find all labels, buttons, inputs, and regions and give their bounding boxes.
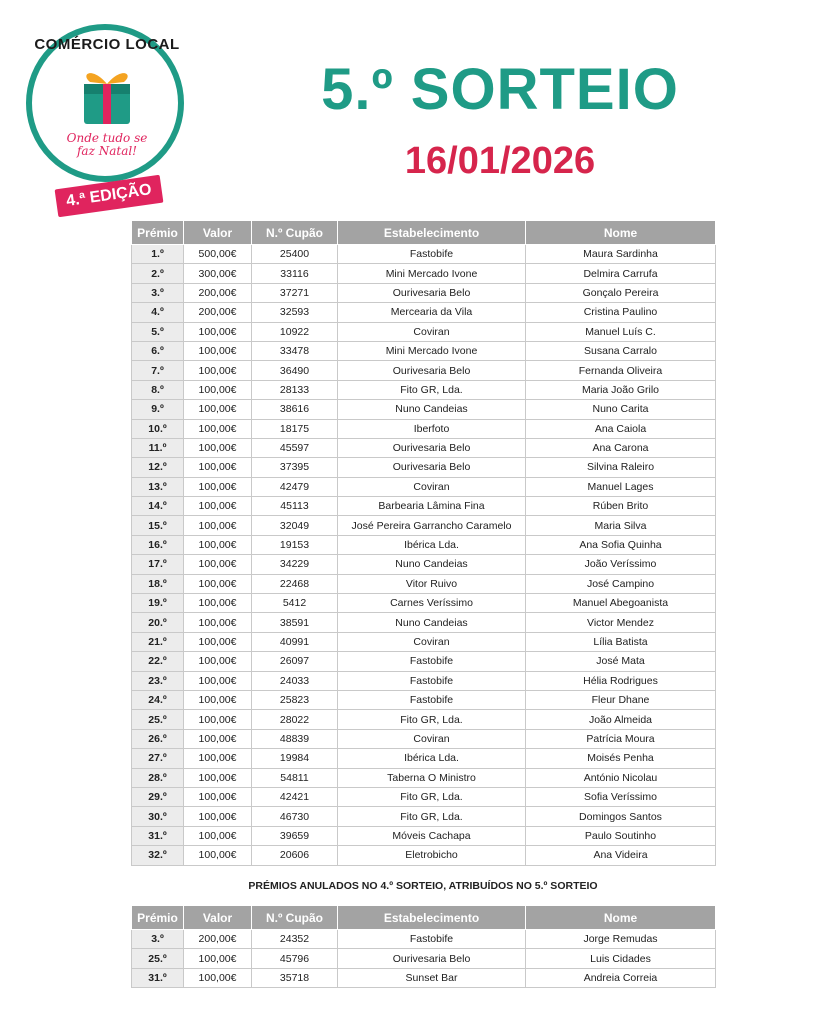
coupon-cell: 37271: [252, 283, 338, 302]
establishment-cell: Ibérica Lda.: [338, 535, 526, 554]
establishment-cell: Fastobife: [338, 690, 526, 709]
establishment-cell: Fastobife: [338, 245, 526, 264]
prize-cell: 31.º: [132, 968, 184, 987]
establishment-cell: Mercearia da Vila: [338, 303, 526, 322]
name-cell: António Nicolau: [526, 768, 716, 787]
table-row: [132, 458, 716, 477]
coupon-cell: 36490: [252, 361, 338, 380]
coupon-cell: 28022: [252, 710, 338, 729]
establishment-cell: Mini Mercado Ivone: [338, 341, 526, 360]
prize-cell: 3.º: [132, 930, 184, 949]
column-header: Nome: [526, 221, 716, 245]
table-row: [132, 594, 716, 613]
value-cell: 100,00€: [184, 949, 252, 968]
prize-cell: 14.º: [132, 497, 184, 516]
prize-cell: 17.º: [132, 555, 184, 574]
coupon-cell: 45597: [252, 438, 338, 457]
table-row: [132, 555, 716, 574]
value-cell: 100,00€: [184, 341, 252, 360]
value-cell: 100,00€: [184, 690, 252, 709]
prize-cell: 23.º: [132, 671, 184, 690]
table-row: [132, 419, 716, 438]
prize-cell: 15.º: [132, 516, 184, 535]
table-row: [132, 477, 716, 496]
table-row: [132, 613, 716, 632]
name-cell: Andreia Correia: [526, 968, 716, 987]
coupon-cell: 39659: [252, 826, 338, 845]
prize-cell: 13.º: [132, 477, 184, 496]
name-cell: Lília Batista: [526, 632, 716, 651]
name-cell: Maria Silva: [526, 516, 716, 535]
name-cell: Ana Caiola: [526, 419, 716, 438]
table-row: [132, 497, 716, 516]
prize-table-body: [132, 245, 716, 866]
establishment-cell: Mini Mercado Ivone: [338, 264, 526, 283]
name-cell: Delmira Carrufa: [526, 264, 716, 283]
name-cell: Silvina Raleiro: [526, 458, 716, 477]
name-cell: Victor Mendez: [526, 613, 716, 632]
coupon-cell: 32049: [252, 516, 338, 535]
name-cell: Luis Cidades: [526, 949, 716, 968]
establishment-cell: Coviran: [338, 322, 526, 341]
value-cell: 100,00€: [184, 438, 252, 457]
table-row: [132, 710, 716, 729]
name-cell: Manuel Abegoanista: [526, 594, 716, 613]
coupon-cell: 32593: [252, 303, 338, 322]
coupon-cell: 25823: [252, 690, 338, 709]
value-cell: 100,00€: [184, 477, 252, 496]
coupon-cell: 38591: [252, 613, 338, 632]
establishment-cell: Ourivesaria Belo: [338, 458, 526, 477]
name-cell: Paulo Soutinho: [526, 826, 716, 845]
value-cell: 100,00€: [184, 400, 252, 419]
coupon-cell: 22468: [252, 574, 338, 593]
coupon-cell: 45113: [252, 497, 338, 516]
establishment-cell: Coviran: [338, 632, 526, 651]
column-header: N.º Cupão: [252, 221, 338, 245]
prize-cell: 30.º: [132, 807, 184, 826]
table-row: [132, 245, 716, 264]
prize-cell: 3.º: [132, 283, 184, 302]
value-cell: 100,00€: [184, 632, 252, 651]
table-row: [132, 574, 716, 593]
column-header: Prémio: [132, 906, 184, 930]
prize-cell: 19.º: [132, 594, 184, 613]
coupon-cell: 5412: [252, 594, 338, 613]
establishment-cell: Taberna O Ministro: [338, 768, 526, 787]
table-row: [132, 807, 716, 826]
establishment-cell: Carnes Veríssimo: [338, 594, 526, 613]
column-header: Estabelecimento: [338, 221, 526, 245]
prize-cell: 4.º: [132, 303, 184, 322]
name-cell: Ana Videira: [526, 846, 716, 865]
establishment-cell: Fastobife: [338, 652, 526, 671]
name-cell: Domingos Santos: [526, 807, 716, 826]
prize-cell: 1.º: [132, 245, 184, 264]
value-cell: 100,00€: [184, 968, 252, 987]
coupon-cell: 35718: [252, 968, 338, 987]
name-cell: Maura Sardinha: [526, 245, 716, 264]
establishment-cell: Móveis Cachapa: [338, 826, 526, 845]
table-row: [132, 749, 716, 768]
coupon-cell: 33116: [252, 264, 338, 283]
name-cell: Patrícia Moura: [526, 729, 716, 748]
value-cell: 100,00€: [184, 535, 252, 554]
prize-cell: 28.º: [132, 768, 184, 787]
name-cell: Rúben Brito: [526, 497, 716, 516]
annulled-heading: PRÉMIOS ANULADOS NO 4.º SORTEIO, ATRIBUÍDOS NO 5.º SORTEIO: [248, 880, 598, 892]
value-cell: 100,00€: [184, 594, 252, 613]
column-header: Estabelecimento: [338, 906, 526, 930]
prize-cell: 5.º: [132, 322, 184, 341]
name-cell: Manuel Lages: [526, 477, 716, 496]
gift-icon: [78, 60, 136, 126]
draw-date: 16/01/2026: [404, 140, 596, 182]
establishment-cell: Fito GR, Lda.: [338, 807, 526, 826]
prize-cell: 8.º: [132, 380, 184, 399]
prize-cell: 6.º: [132, 341, 184, 360]
prize-table-header: [132, 221, 716, 245]
prize-cell: 18.º: [132, 574, 184, 593]
table-row: [132, 671, 716, 690]
establishment-cell: Fastobife: [338, 930, 526, 949]
establishment-cell: Ourivesaria Belo: [338, 283, 526, 302]
table-row: [132, 380, 716, 399]
value-cell: 200,00€: [184, 283, 252, 302]
establishment-cell: Coviran: [338, 477, 526, 496]
coupon-cell: 38616: [252, 400, 338, 419]
table-row: [132, 341, 716, 360]
value-cell: 100,00€: [184, 497, 252, 516]
prize-table: [131, 220, 716, 866]
prize-cell: 27.º: [132, 749, 184, 768]
coupon-cell: 33478: [252, 341, 338, 360]
establishment-cell: Eletrobicho: [338, 846, 526, 865]
value-cell: 100,00€: [184, 729, 252, 748]
coupon-cell: 10922: [252, 322, 338, 341]
name-cell: Fleur Dhane: [526, 690, 716, 709]
prize-cell: 16.º: [132, 535, 184, 554]
name-cell: João Almeida: [526, 710, 716, 729]
logo-title: COMÉRCIO LOCAL: [34, 36, 180, 53]
establishment-cell: Ibérica Lda.: [338, 749, 526, 768]
value-cell: 100,00€: [184, 458, 252, 477]
table-row: [132, 846, 716, 865]
prize-cell: 2.º: [132, 264, 184, 283]
establishment-cell: Coviran: [338, 729, 526, 748]
table-row: [132, 535, 716, 554]
value-cell: 500,00€: [184, 245, 252, 264]
coupon-cell: 37395: [252, 458, 338, 477]
value-cell: 100,00€: [184, 555, 252, 574]
logo-tagline: [22, 132, 192, 158]
table-row: [132, 283, 716, 302]
table-row: [132, 264, 716, 283]
name-cell: Manuel Luís C.: [526, 322, 716, 341]
table-row: [132, 768, 716, 787]
coupon-cell: 24033: [252, 671, 338, 690]
coupon-cell: 18175: [252, 419, 338, 438]
value-cell: 100,00€: [184, 710, 252, 729]
value-cell: 100,00€: [184, 613, 252, 632]
event-logo: [22, 24, 192, 224]
page-title: 5.º SORTEIO: [321, 57, 679, 122]
value-cell: 100,00€: [184, 768, 252, 787]
name-cell: Nuno Carita: [526, 400, 716, 419]
table-row: [132, 787, 716, 806]
coupon-cell: 48839: [252, 729, 338, 748]
coupon-cell: 42479: [252, 477, 338, 496]
value-cell: 100,00€: [184, 787, 252, 806]
coupon-cell: 54811: [252, 768, 338, 787]
name-cell: Hélia Rodrigues: [526, 671, 716, 690]
table-row: [132, 516, 716, 535]
table-row: [132, 968, 716, 987]
value-cell: 100,00€: [184, 419, 252, 438]
name-cell: Fernanda Oliveira: [526, 361, 716, 380]
prize-cell: 7.º: [132, 361, 184, 380]
table-header-row: [132, 906, 716, 930]
annulled-table-header: [132, 906, 716, 930]
name-cell: Gonçalo Pereira: [526, 283, 716, 302]
coupon-cell: 19153: [252, 535, 338, 554]
coupon-cell: 46730: [252, 807, 338, 826]
name-cell: João Veríssimo: [526, 555, 716, 574]
value-cell: 100,00€: [184, 826, 252, 845]
name-cell: Ana Sofia Quinha: [526, 535, 716, 554]
prize-cell: 22.º: [132, 652, 184, 671]
establishment-cell: Barbearia Lâmina Fina: [338, 497, 526, 516]
column-header: Prémio: [132, 221, 184, 245]
table-row: [132, 361, 716, 380]
table-row: [132, 303, 716, 322]
establishment-cell: Fito GR, Lda.: [338, 710, 526, 729]
table-row: [132, 949, 716, 968]
prize-cell: 12.º: [132, 458, 184, 477]
establishment-cell: Sunset Bar: [338, 968, 526, 987]
value-cell: 100,00€: [184, 846, 252, 865]
table-row: [132, 400, 716, 419]
value-cell: 100,00€: [184, 361, 252, 380]
prize-cell: 25.º: [132, 949, 184, 968]
prize-cell: 11.º: [132, 438, 184, 457]
prize-cell: 32.º: [132, 846, 184, 865]
name-cell: Moisés Penha: [526, 749, 716, 768]
value-cell: 100,00€: [184, 671, 252, 690]
establishment-cell: Ourivesaria Belo: [338, 361, 526, 380]
value-cell: 200,00€: [184, 303, 252, 322]
table-row: [132, 690, 716, 709]
prize-cell: 24.º: [132, 690, 184, 709]
coupon-cell: 19984: [252, 749, 338, 768]
establishment-cell: Fito GR, Lda.: [338, 787, 526, 806]
establishment-cell: Nuno Candeias: [338, 400, 526, 419]
table-header-row: [132, 221, 716, 245]
coupon-cell: 28133: [252, 380, 338, 399]
table-row: [132, 930, 716, 949]
name-cell: Jorge Remudas: [526, 930, 716, 949]
prize-cell: 29.º: [132, 787, 184, 806]
establishment-cell: Fito GR, Lda.: [338, 380, 526, 399]
value-cell: 300,00€: [184, 264, 252, 283]
establishment-cell: Iberfoto: [338, 419, 526, 438]
coupon-cell: 20606: [252, 846, 338, 865]
table-row: [132, 438, 716, 457]
prize-cell: 31.º: [132, 826, 184, 845]
coupon-cell: 45796: [252, 949, 338, 968]
column-header: N.º Cupão: [252, 906, 338, 930]
column-header: Valor: [184, 221, 252, 245]
logo-tagline-line-2: faz Natal!: [76, 144, 138, 158]
coupon-cell: 40991: [252, 632, 338, 651]
establishment-cell: Nuno Candeias: [338, 613, 526, 632]
prize-cell: 25.º: [132, 710, 184, 729]
logo-tagline-line-1: Onde tudo se: [66, 131, 148, 145]
table-row: [132, 826, 716, 845]
establishment-cell: Nuno Candeias: [338, 555, 526, 574]
prize-cell: 26.º: [132, 729, 184, 748]
value-cell: 100,00€: [184, 322, 252, 341]
column-header: Valor: [184, 906, 252, 930]
value-cell: 200,00€: [184, 930, 252, 949]
prize-cell: 10.º: [132, 419, 184, 438]
establishment-cell: Vitor Ruivo: [338, 574, 526, 593]
table-row: [132, 729, 716, 748]
value-cell: 100,00€: [184, 807, 252, 826]
name-cell: Sofia Veríssimo: [526, 787, 716, 806]
establishment-cell: José Pereira Garrancho Caramelo: [338, 516, 526, 535]
table-row: [132, 632, 716, 651]
coupon-cell: 25400: [252, 245, 338, 264]
coupon-cell: 24352: [252, 930, 338, 949]
value-cell: 100,00€: [184, 652, 252, 671]
prize-cell: 20.º: [132, 613, 184, 632]
coupon-cell: 42421: [252, 787, 338, 806]
name-cell: Susana Carralo: [526, 341, 716, 360]
name-cell: Ana Carona: [526, 438, 716, 457]
coupon-cell: 34229: [252, 555, 338, 574]
table-row: [132, 652, 716, 671]
name-cell: José Campino: [526, 574, 716, 593]
edition-badge: 4.ª EDIÇÃO: [55, 175, 164, 217]
name-cell: Cristina Paulino: [526, 303, 716, 322]
name-cell: Maria João Grilo: [526, 380, 716, 399]
name-cell: José Mata: [526, 652, 716, 671]
annulled-table-body: [132, 930, 716, 988]
prize-cell: 9.º: [132, 400, 184, 419]
annulled-prize-table: [131, 905, 716, 988]
table-row: [132, 322, 716, 341]
establishment-cell: Fastobife: [338, 671, 526, 690]
coupon-cell: 26097: [252, 652, 338, 671]
column-header: Nome: [526, 906, 716, 930]
value-cell: 100,00€: [184, 749, 252, 768]
establishment-cell: Ourivesaria Belo: [338, 438, 526, 457]
prize-cell: 21.º: [132, 632, 184, 651]
value-cell: 100,00€: [184, 574, 252, 593]
value-cell: 100,00€: [184, 516, 252, 535]
value-cell: 100,00€: [184, 380, 252, 399]
establishment-cell: Ourivesaria Belo: [338, 949, 526, 968]
